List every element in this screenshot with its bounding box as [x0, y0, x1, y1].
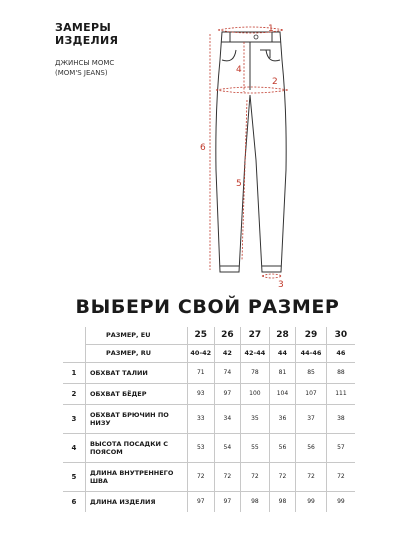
- value-cell: 72: [296, 462, 327, 491]
- hem-line: [262, 274, 282, 276]
- table-row: [63, 491, 355, 512]
- row-label: ДЛИНА ИЗДЕЛИЯ: [85, 491, 187, 512]
- waist-line: [218, 27, 284, 30]
- left-pocket: [222, 50, 236, 61]
- title-line-1: ЗАМЕРЫ: [55, 21, 112, 34]
- value-cell: 81: [269, 362, 296, 383]
- title-line-2: ИЗДЕЛИЯ: [55, 34, 119, 47]
- ru-size-cell: 44-46: [296, 344, 327, 362]
- value-cell: 98: [269, 491, 296, 512]
- value-cell: 104: [269, 383, 296, 404]
- value-cell: 74: [214, 362, 241, 383]
- value-cell: 35: [241, 404, 270, 433]
- value-cell: 56: [296, 433, 327, 462]
- row-label: ОБХВАТ БРЮЧИН ПО НИЗУ: [85, 404, 187, 433]
- table-row: [63, 362, 355, 383]
- value-cell: 100: [241, 383, 270, 404]
- mark-5: 5: [236, 179, 242, 189]
- value-cell: 93: [188, 383, 215, 404]
- product-subtitle: [55, 58, 114, 78]
- row-number: 1: [63, 362, 85, 383]
- value-cell: 36: [269, 404, 296, 433]
- eu-size-cell: 29: [296, 327, 327, 344]
- ru-size-label: РАЗМЕР, RU: [85, 344, 187, 362]
- mark-4: 4: [236, 65, 242, 75]
- value-cell: 78: [241, 362, 270, 383]
- value-cell: 34: [214, 404, 241, 433]
- page-title: [55, 21, 118, 47]
- eu-size-cell: 25: [188, 327, 215, 344]
- row-label: ОБХВАТ ТАЛИИ: [85, 362, 187, 383]
- eu-size-cell: 27: [241, 327, 270, 344]
- value-cell: 55: [241, 433, 270, 462]
- ru-size-cell: 46: [326, 344, 355, 362]
- row-label: ОБХВАТ БЁДЕР: [85, 383, 187, 404]
- header-row-ru: [63, 344, 355, 362]
- value-cell: 88: [326, 362, 355, 383]
- table-row: [63, 383, 355, 404]
- value-cell: 72: [214, 462, 241, 491]
- value-cell: 72: [188, 462, 215, 491]
- section-heading: ВЫБЕРИ СВОЙ РАЗМЕР: [75, 296, 340, 318]
- ru-size-cell: 42-44: [241, 344, 270, 362]
- value-cell: 111: [326, 383, 355, 404]
- value-cell: 97: [188, 491, 215, 512]
- value-cell: 33: [188, 404, 215, 433]
- value-cell: 107: [296, 383, 327, 404]
- table-row: [63, 462, 355, 491]
- value-cell: 54: [214, 433, 241, 462]
- value-cell: 72: [326, 462, 355, 491]
- subtitle-line-2: (MOM'S JEANS): [55, 69, 108, 77]
- table-row: [63, 433, 355, 462]
- row-label: ВЫСОТА ПОСАДКИ С ПОЯСОМ: [85, 433, 187, 462]
- jeans-measurement-diagram: [190, 20, 310, 290]
- row-number: 5: [63, 462, 85, 491]
- row-number: 2: [63, 383, 85, 404]
- value-cell: 97: [214, 383, 241, 404]
- eu-size-cell: 30: [334, 330, 348, 341]
- eu-size-label: РАЗМЕР, EU: [85, 327, 187, 344]
- mark-1: 1: [268, 24, 274, 34]
- value-cell: 56: [269, 433, 296, 462]
- value-cell: 85: [296, 362, 327, 383]
- button: [254, 35, 258, 39]
- value-cell: 97: [214, 491, 241, 512]
- eu-size-cell: 26: [214, 327, 241, 344]
- right-pocket: [266, 50, 280, 61]
- jeans-outline: [216, 32, 286, 272]
- ru-size-cell: 42: [214, 344, 241, 362]
- mark-3: 3: [278, 280, 284, 290]
- hip-line-back: [216, 90, 288, 93]
- value-cell: 72: [241, 462, 270, 491]
- value-cell: 99: [296, 491, 327, 512]
- value-cell: 71: [188, 362, 215, 383]
- hem-line-back: [262, 276, 282, 278]
- mark-2: 2: [272, 77, 278, 87]
- value-cell: 53: [188, 433, 215, 462]
- eu-size-cell: 28: [269, 327, 296, 344]
- value-cell: 99: [326, 491, 355, 512]
- ru-size-cell: 40-42: [188, 344, 215, 362]
- table-row: [63, 404, 355, 433]
- ru-size-cell: 44: [269, 344, 296, 362]
- hip-line: [216, 87, 288, 90]
- inseam-line: [242, 100, 247, 260]
- row-number: 3: [63, 404, 85, 433]
- value-cell: 38: [326, 404, 355, 433]
- value-cell: 72: [269, 462, 296, 491]
- subtitle-line-1: ДЖИНСЫ МОМС: [55, 59, 115, 67]
- row-label: ДЛИНА ВНУТРЕННЕГО ШВА: [85, 462, 187, 491]
- value-cell: 98: [241, 491, 270, 512]
- header-row-eu: [63, 327, 355, 344]
- value-cell: 37: [296, 404, 327, 433]
- row-number: 4: [63, 433, 85, 462]
- value-cell: 57: [326, 433, 355, 462]
- row-number: 6: [63, 491, 85, 512]
- size-table: [63, 327, 355, 512]
- mark-6: 6: [200, 143, 206, 153]
